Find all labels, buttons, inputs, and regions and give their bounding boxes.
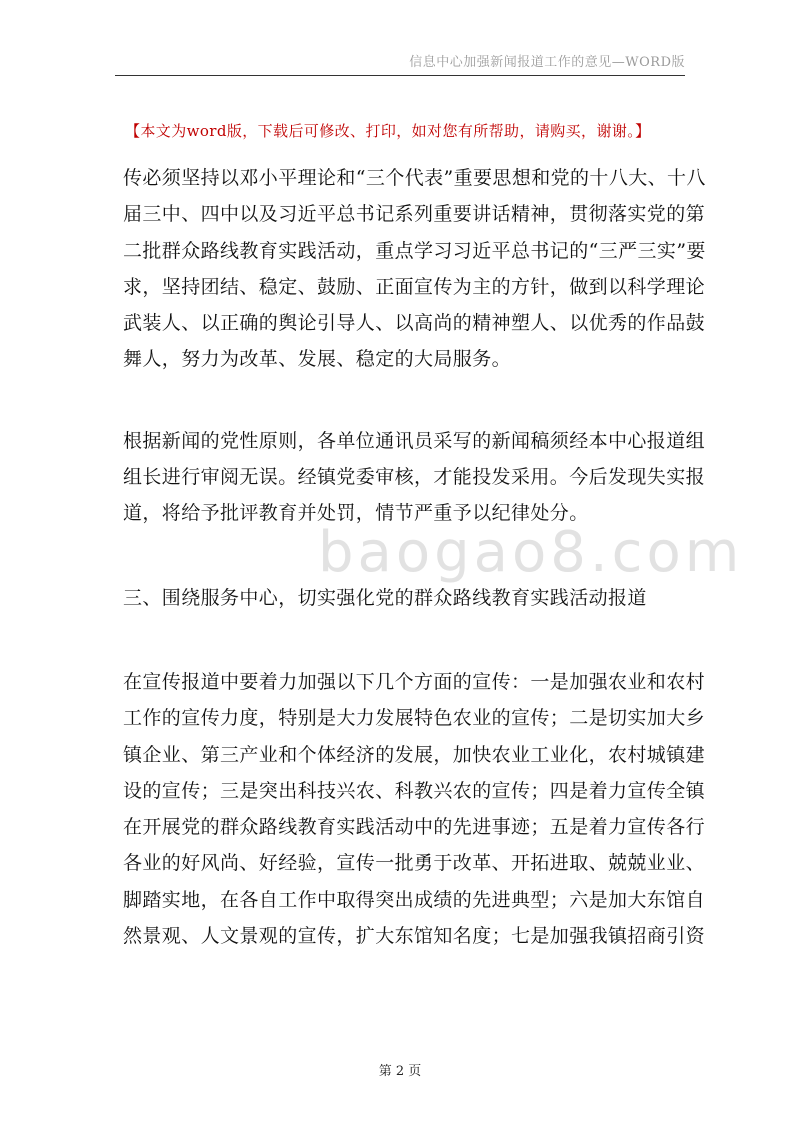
- paragraph-guiding-principles: [123, 160, 706, 378]
- text-line: 工作的宣传力度，特别是大力发展特色农业的宣传；二是切实加大乡: [123, 707, 706, 730]
- text-line: 设的宣传；三是突出科技兴农、科教兴农的宣传；四是着力宣传全镇: [123, 779, 706, 802]
- page-number: 第 2 页: [378, 1064, 422, 1079]
- text-line: 届三中、四中以及习近平总书记系列重要讲话精神，贯彻落实党的第: [123, 203, 706, 226]
- text-line: 传必须坚持以邓小平理论和“三个代表”重要思想和党的十八大、十八: [123, 167, 706, 189]
- text-line: 镇企业、第三产业和个体经济的发展，加快农业工业化，农村城镇建: [123, 743, 706, 766]
- header-divider: [115, 75, 685, 76]
- text-line: 组长进行审阅无误。经镇党委审核，才能投发采用。今后发现失实报: [123, 466, 706, 489]
- text-line: 三、围绕服务中心，切实强化党的群众路线教育实践活动报道: [123, 586, 647, 609]
- section-heading: [123, 580, 683, 616]
- text-line: 武装人、以正确的舆论引导人、以高尚的精神塑人、以优秀的作品鼓: [123, 312, 706, 335]
- text-line: 舞人，努力为改革、发展、稳定的大局服务。: [123, 348, 512, 371]
- text-line: 求，坚持团结、稳定、鼓励、正面宣传为主的方针，做到以科学理论: [123, 275, 706, 298]
- text-line: 各业的好风尚、好经验，宣传一批勇于改革、开拓进取、兢兢业业、: [123, 852, 706, 875]
- watermark: baogao8.com: [318, 520, 744, 585]
- text-line: 道，将给予批评教育并处罚，情节严重予以纪律处分。: [123, 502, 589, 525]
- text-line: 然景观、人文景观的宣传，扩大东馆知名度；七是加强我镇招商引资: [123, 925, 706, 948]
- paragraph-review-rules: [123, 423, 706, 532]
- document-body: [123, 160, 706, 954]
- text-line: 在开展党的群众路线教育实践活动中的先进事迹；五是着力宣传各行: [123, 816, 706, 839]
- text-line: 在宣传报道中要着力加强以下几个方面的宣传：一是加强农业和农村: [123, 670, 706, 693]
- document-header-title: 信息中心加强新闻报道工作的意见—WORD版: [409, 55, 685, 70]
- text-line: 脚踏实地，在各自工作中取得突出成绩的先进典型；六是加大东馆自: [123, 888, 706, 911]
- paragraph-publicity-focus: [123, 664, 706, 954]
- text-line: 二批群众路线教育实践活动，重点学习习近平总书记的“三严三实”要: [123, 239, 706, 262]
- text-line: 根据新闻的党性原则，各单位通讯员采写的新闻稿须经本中心报道组: [123, 429, 706, 452]
- purchase-notice: 【本文为word版，下载后可修改、打印，如对您有所帮助，请购买，谢谢。】: [125, 122, 651, 140]
